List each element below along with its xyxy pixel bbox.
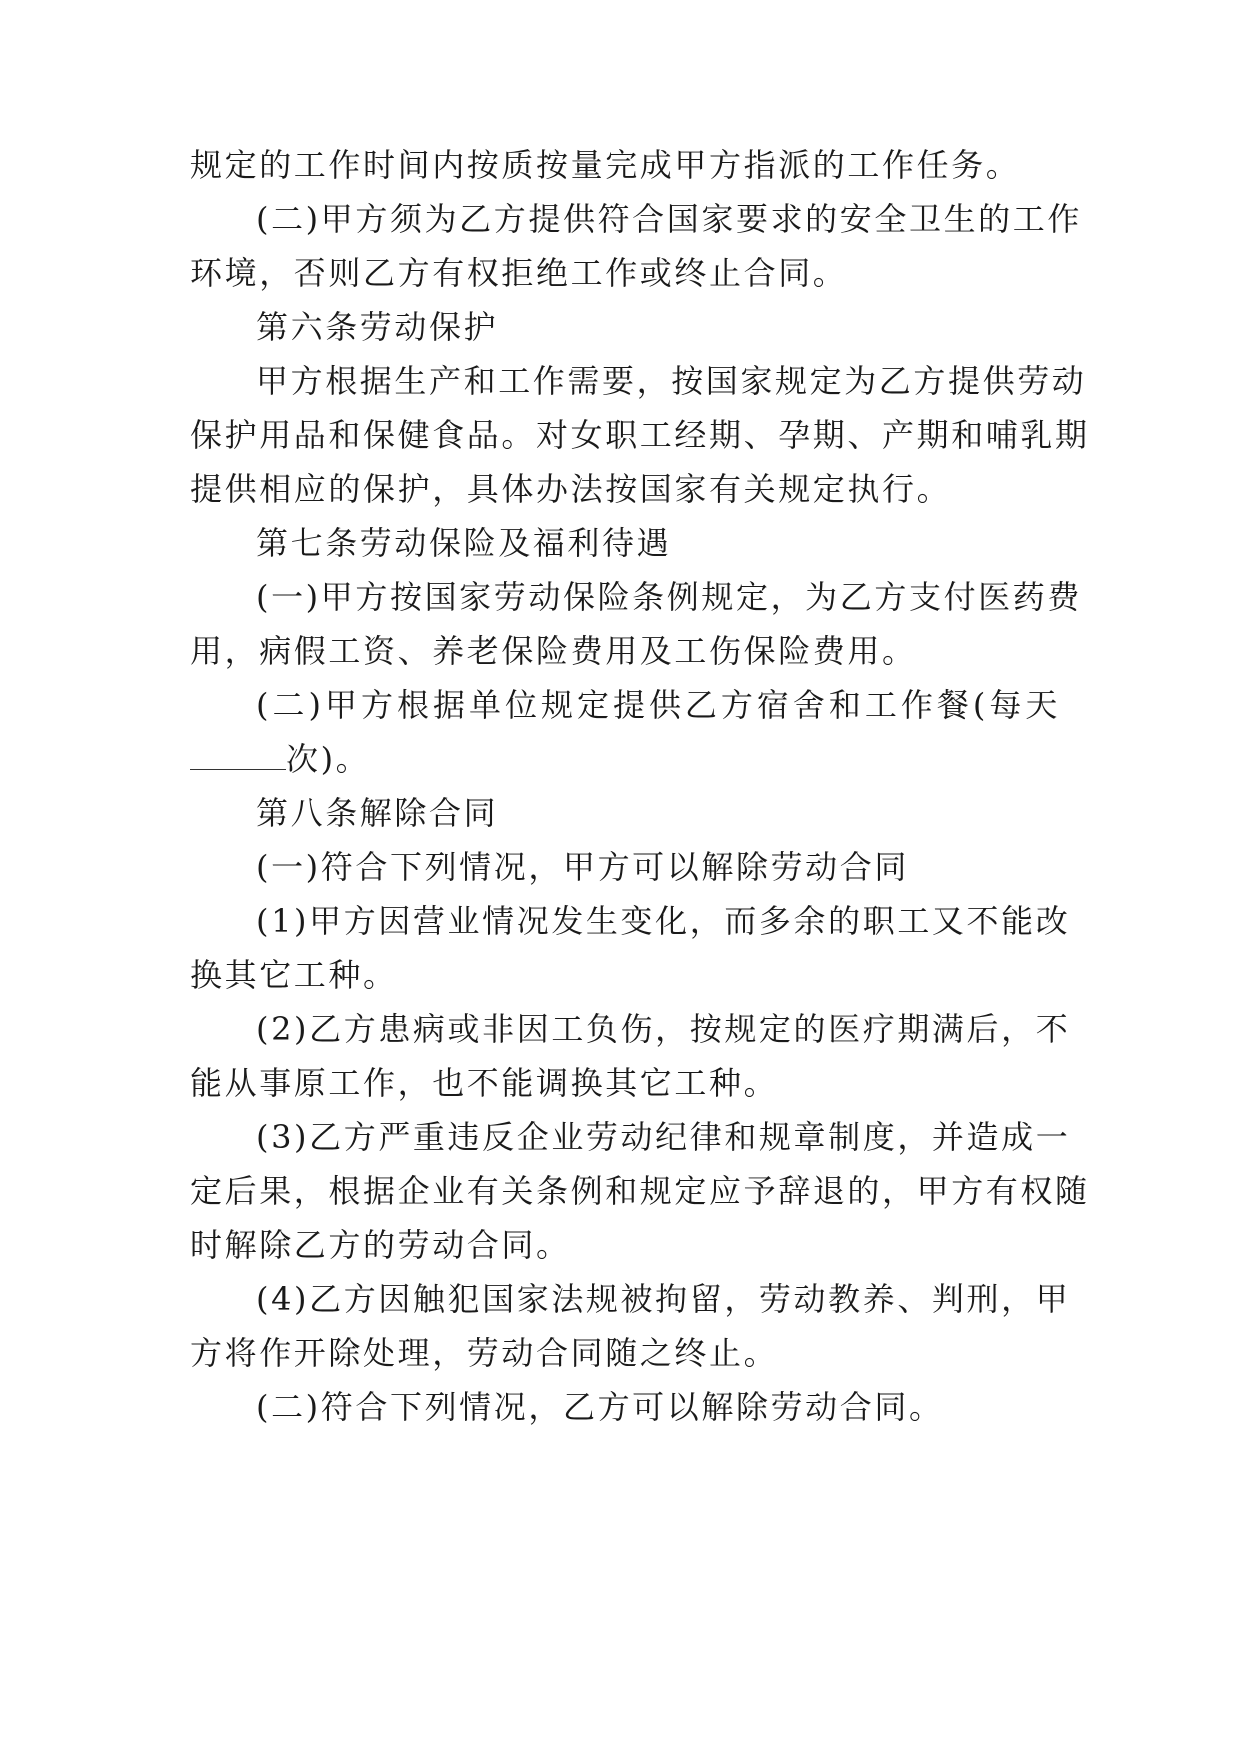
text-fragment: 次)。 — [286, 740, 371, 778]
text-line: (一)符合下列情况，甲方可以解除劳动合同 — [256, 848, 909, 886]
text-line: (二)符合下列情况，乙方可以解除劳动合同。 — [256, 1388, 944, 1426]
text-line: 方将作开除处理，劳动合同随之终止。 — [190, 1334, 779, 1372]
text-line: 提供相应的保护，具体办法按国家有关规定执行。 — [190, 470, 952, 508]
text-line: (4)乙方因触犯国家法规被拘留，劳动教养、判刑，甲 — [256, 1280, 1071, 1318]
section-heading: 第七条劳动保险及福利待遇 — [256, 524, 672, 562]
text-line: 时解除乙方的劳动合同。 — [190, 1226, 571, 1264]
text-line: (二)甲方根据单位规定提供乙方宿舍和工作餐(每天 — [256, 686, 1060, 724]
text-line: (二)甲方须为乙方提供符合国家要求的安全卫生的工作 — [256, 200, 1082, 238]
section-heading: 第六条劳动保护 — [256, 308, 499, 346]
fill-in-blank[interactable] — [190, 741, 286, 770]
text-line: (2)乙方患病或非因工负伤，按规定的医疗期满后，不 — [256, 1010, 1071, 1048]
text-line: (一)甲方按国家劳动保险条例规定，为乙方支付医药费 — [256, 578, 1082, 616]
text-line: 换其它工种。 — [190, 956, 398, 994]
text-line: 规定的工作时间内按质按量完成甲方指派的工作任务。 — [190, 146, 1021, 184]
text-line: (3)乙方严重违反企业劳动纪律和规章制度，并造成一 — [256, 1118, 1071, 1156]
text-line: 甲方根据生产和工作需要，按国家规定为乙方提供劳动 — [256, 362, 1087, 400]
section-heading: 第八条解除合同 — [256, 794, 499, 832]
text-line: 定后果，根据企业有关条例和规定应予辞退的，甲方有权随 — [190, 1172, 1090, 1210]
text-line: (1)甲方因营业情况发生变化，而多余的职工又不能改 — [256, 902, 1071, 940]
text-line: 用，病假工资、养老保险费用及工伤保险费用。 — [190, 632, 917, 670]
text-line: 保护用品和保健食品。对女职工经期、孕期、产期和哺乳期 — [190, 416, 1090, 454]
text-line: 能从事原工作，也不能调换其它工种。 — [190, 1064, 779, 1102]
text-line: 环境，否则乙方有权拒绝工作或终止合同。 — [190, 254, 848, 292]
text-line-with-blank — [190, 739, 1060, 779]
